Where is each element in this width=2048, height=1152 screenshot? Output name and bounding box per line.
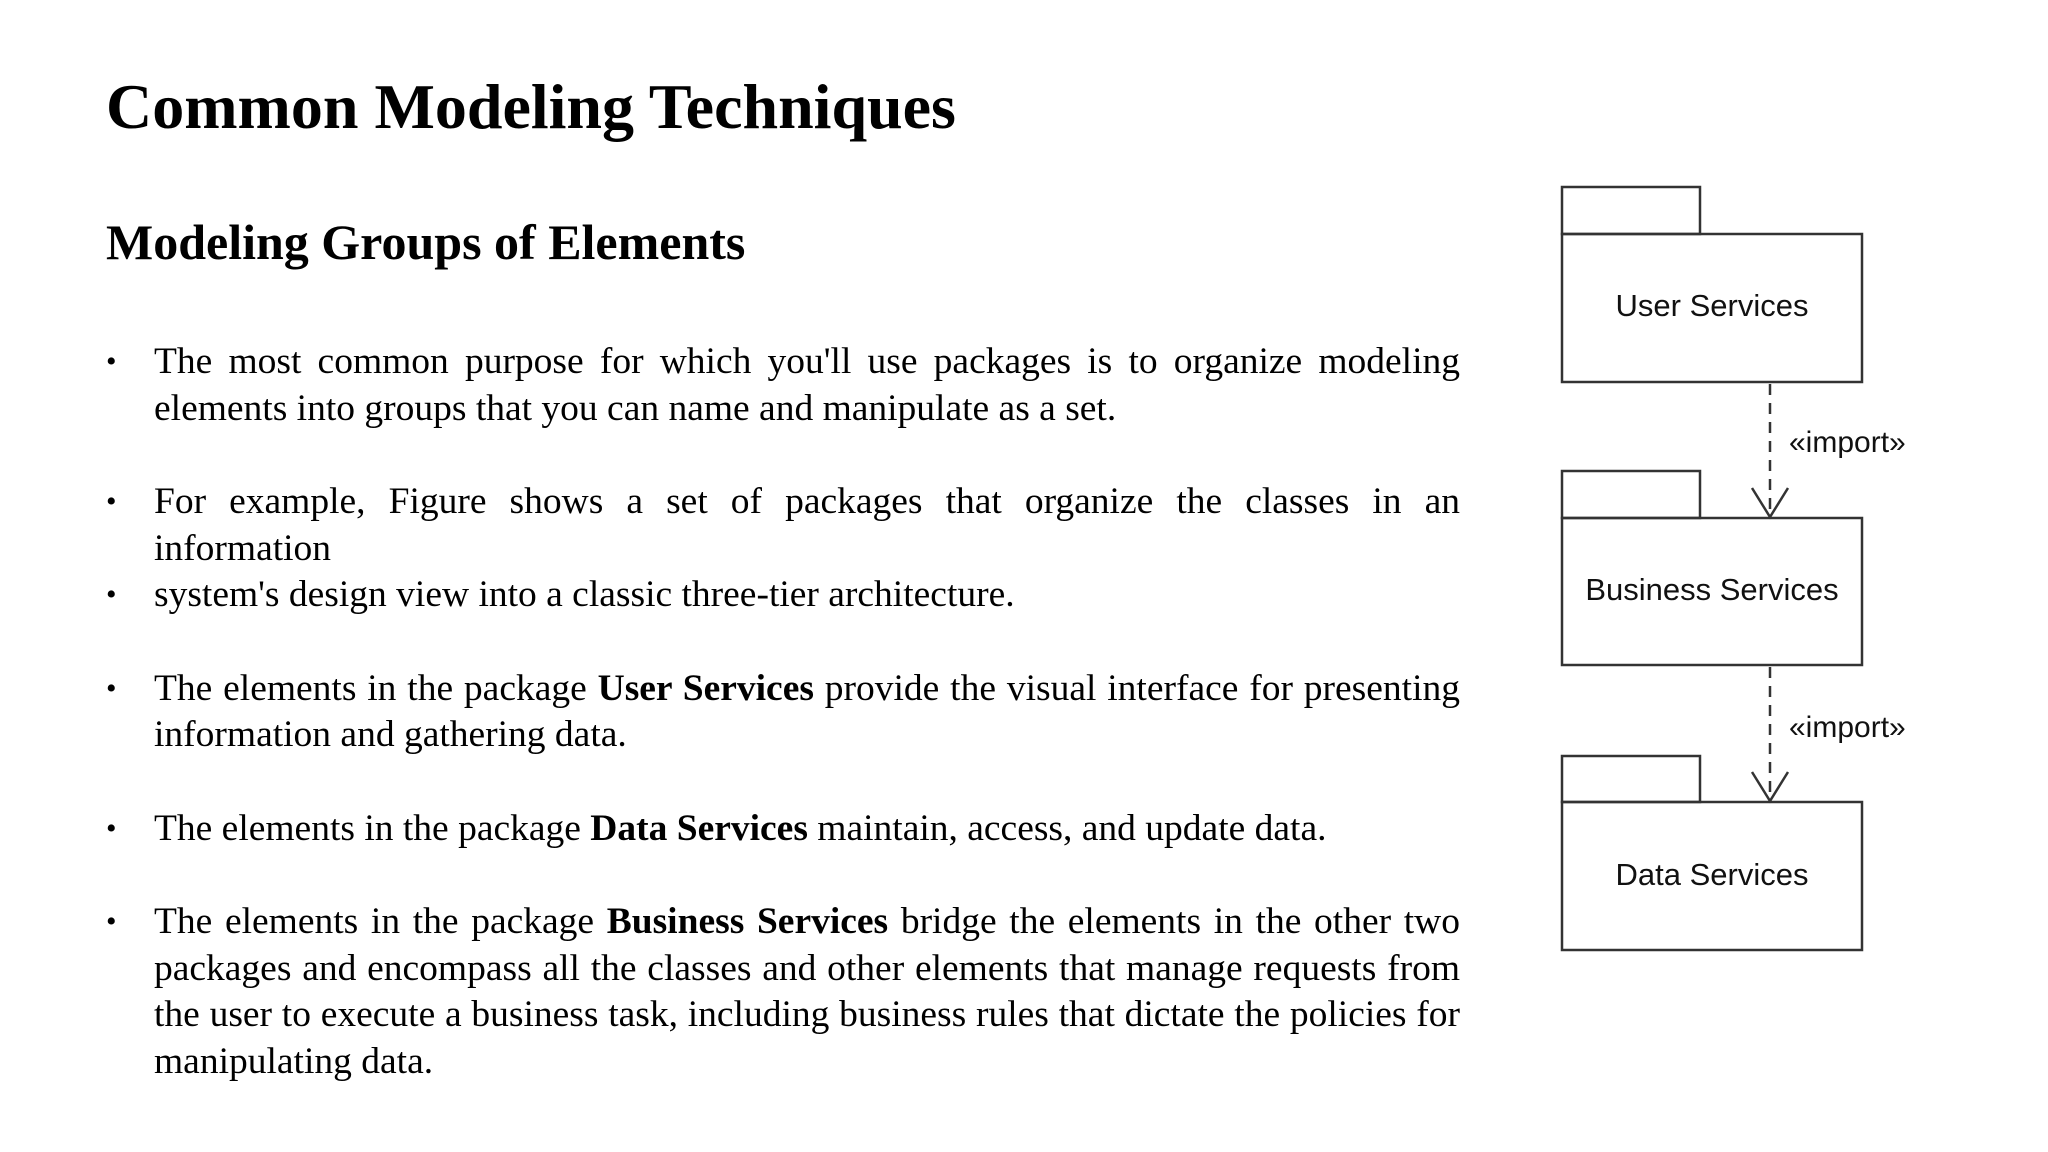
bullet-text: bridge the elements in the other two packages and encompass all the classes and other elements that manage requests from the user to execute a business task, including business rules that dictate the policies for manipulating data. [154, 901, 1460, 1082]
bullet-dot: • [106, 578, 117, 611]
package-label-data-services: Data Services [1615, 857, 1809, 892]
bullet-text: The most common purpose for which you'll use packages is to organize modeling elements into groups that you can name and manipulate as a set. [154, 341, 1460, 429]
bullet-text: The elements in the package [154, 901, 607, 942]
package-label-user-services: User Services [1615, 288, 1809, 323]
import-dependency-arrow-2 [1752, 667, 1788, 801]
package-user-services [1562, 187, 1862, 382]
bullet-list [106, 339, 1460, 1085]
bullet-item-packages-purpose [106, 339, 1460, 432]
package-label-business-services: Business Services [1585, 572, 1839, 607]
slide-title: Common Modeling Techniques [106, 71, 956, 142]
bullet-text: The elements in the package [154, 807, 591, 849]
bullet-dot: • [106, 345, 117, 378]
bullet-text: provide the visual interface for presenting information and gathering data. [154, 667, 1460, 755]
bullet-text: maintain, access, and update data. [807, 807, 1327, 849]
import-stereotype-label: «import» [1789, 426, 1906, 459]
bullet-bold-term: User Services [597, 667, 814, 709]
package-tab [1562, 756, 1700, 802]
package-data-services [1562, 756, 1862, 950]
bullet-dot: • [106, 905, 117, 938]
slide-subtitle: Modeling Groups of Elements [106, 214, 746, 270]
package-tab [1562, 187, 1700, 234]
package-business-services [1562, 471, 1862, 665]
bullet-item-business-services [106, 899, 1460, 1085]
bullet-item-user-services [106, 666, 1460, 759]
import-stereotype-label: «import» [1789, 711, 1906, 744]
bullet-item-three-tier [106, 572, 1460, 619]
bullet-item-data-services [106, 806, 1460, 853]
package-diagram [1560, 178, 1940, 968]
import-dependency-arrow-1 [1752, 384, 1788, 517]
package-tab [1562, 471, 1700, 518]
bullet-text: For example, Figure shows a set of packages that organize the classes in an information [154, 481, 1460, 569]
bullet-dot: • [106, 811, 117, 845]
bullet-dot: • [106, 485, 117, 518]
bullet-dot: • [106, 671, 117, 705]
bullet-bold-term: Data Services [590, 807, 808, 849]
bullet-text: system's design view into a classic three-tier architecture. [154, 574, 1015, 615]
bullet-bold-term: Business Services [606, 901, 889, 942]
bullet-item-figure-example [106, 479, 1460, 572]
bullet-text: The elements in the package [154, 667, 598, 709]
